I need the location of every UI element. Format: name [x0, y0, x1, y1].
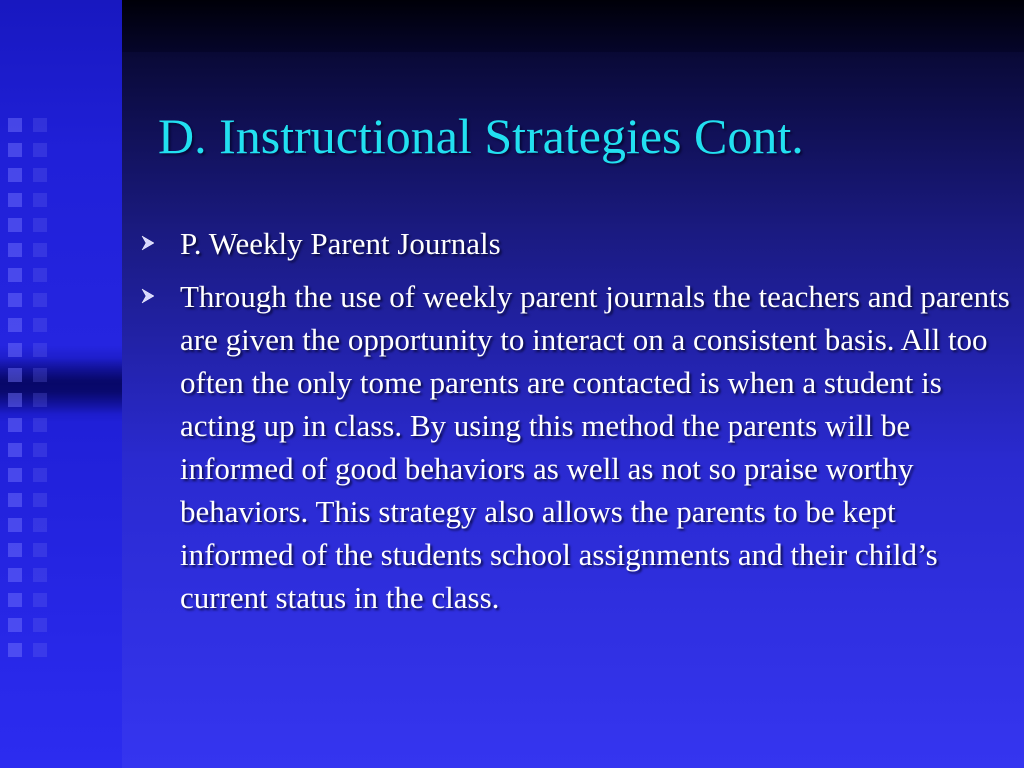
slide-title: D. Instructional Strategies Cont. — [158, 108, 804, 164]
decor-square — [8, 118, 22, 132]
decor-square — [33, 493, 47, 507]
decor-square — [33, 143, 47, 157]
decor-square — [8, 443, 22, 457]
decor-square — [8, 593, 22, 607]
decor-square — [33, 593, 47, 607]
decor-square — [33, 268, 47, 282]
decor-square — [33, 543, 47, 557]
bullet-text: Through the use of weekly parent journals the teachers and parents are given the opportunity to interact on a consistent basis. All too often the only tome parents are contacted is when a student is acting up in class. By using this method the parents will be informed of good behaviors as well as not so praise worthy behaviors. This strategy also allows the parents to be kept informed of the students school assignments and their child’s current status in the class. — [180, 279, 1010, 615]
bullet-item — [140, 222, 1010, 265]
decor-square — [33, 418, 47, 432]
decor-square — [8, 493, 22, 507]
arrow-bullet-icon — [140, 222, 180, 251]
decor-square — [8, 193, 22, 207]
decor-square — [8, 318, 22, 332]
decor-square — [8, 393, 22, 407]
decor-square — [33, 368, 47, 382]
decor-square — [33, 168, 47, 182]
decor-square — [33, 393, 47, 407]
decor-square — [8, 518, 22, 532]
decor-square — [8, 543, 22, 557]
decor-square — [8, 468, 22, 482]
decor-square — [33, 243, 47, 257]
decor-square — [8, 218, 22, 232]
bullet-text: P. Weekly Parent Journals — [180, 226, 501, 261]
decor-square — [8, 643, 22, 657]
decor-square — [8, 568, 22, 582]
decor-square — [33, 318, 47, 332]
bullet-list — [140, 222, 1010, 629]
decor-square — [33, 218, 47, 232]
decor-square — [33, 518, 47, 532]
decor-square — [8, 418, 22, 432]
decor-square — [8, 618, 22, 632]
decor-square — [8, 368, 22, 382]
decor-square — [8, 168, 22, 182]
decor-square — [33, 293, 47, 307]
decor-square — [33, 118, 47, 132]
decor-square — [8, 243, 22, 257]
top-decor-band — [122, 0, 1024, 52]
decor-square — [33, 443, 47, 457]
decor-square — [33, 193, 47, 207]
decor-square — [33, 618, 47, 632]
decor-square — [33, 643, 47, 657]
decor-square — [33, 343, 47, 357]
arrow-bullet-icon — [140, 275, 180, 304]
decor-square — [33, 468, 47, 482]
decor-square — [8, 143, 22, 157]
decor-square — [8, 293, 22, 307]
decor-square — [8, 268, 22, 282]
decor-square — [8, 343, 22, 357]
decor-square — [33, 568, 47, 582]
bullet-item — [140, 275, 1010, 619]
